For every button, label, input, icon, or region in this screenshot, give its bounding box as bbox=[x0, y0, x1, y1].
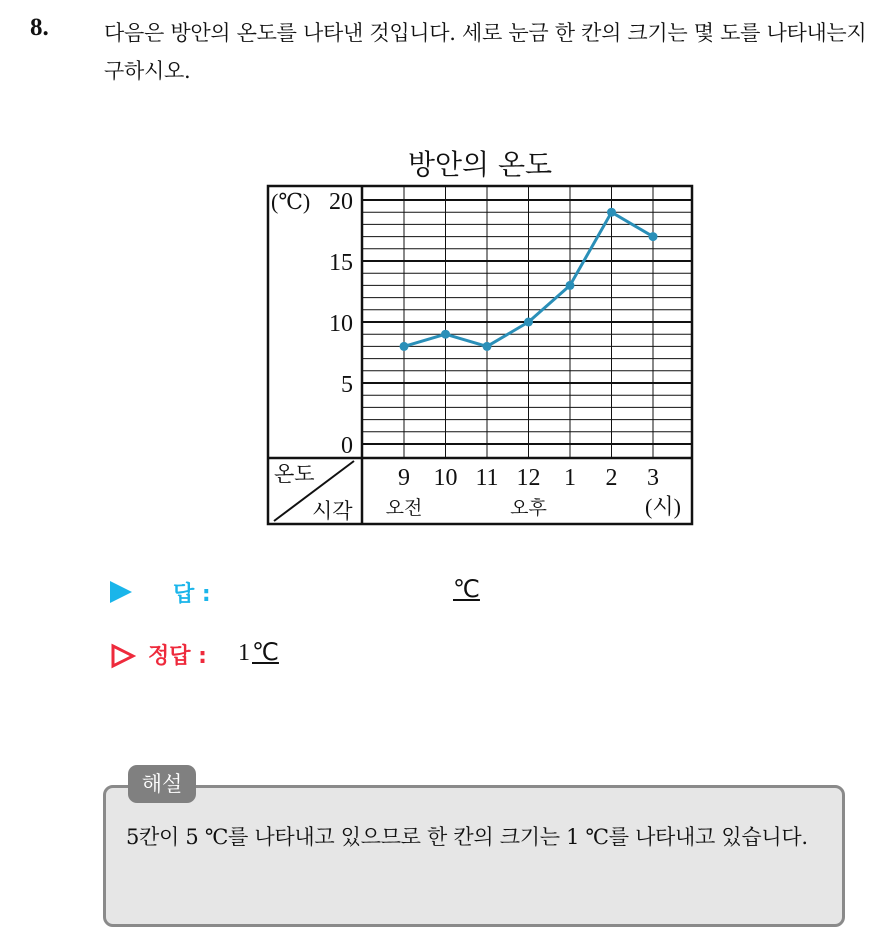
x-tick-label: 1 bbox=[564, 465, 576, 491]
chart-title: 방안의 온도 bbox=[407, 148, 553, 181]
x-period-label: 오후 bbox=[510, 497, 547, 519]
correct-answer-number: 1 bbox=[238, 640, 250, 666]
correct-answer-value bbox=[238, 638, 279, 667]
answer-label: 답 : bbox=[173, 582, 211, 607]
x-axis-unit-label: (시) bbox=[645, 494, 681, 519]
y-tick-label: 5 bbox=[341, 372, 353, 398]
question-text: 다음은 방안의 온도를 나타낸 것입니다. 세로 눈금 한 칸의 크기는 몇 도를 나타내는지 구하시오. bbox=[104, 21, 867, 83]
temperature-line-chart bbox=[266, 184, 696, 530]
data-point bbox=[441, 330, 450, 339]
question-number: 8. bbox=[30, 14, 49, 41]
correct-answer-unit: ℃ bbox=[252, 640, 279, 666]
y-axis-unit-label: (℃) bbox=[271, 189, 311, 214]
data-point bbox=[649, 232, 658, 241]
outline-triangle-icon bbox=[110, 643, 136, 669]
x-tick-label: 11 bbox=[475, 465, 499, 491]
data-point bbox=[483, 342, 492, 351]
x-tick-label: 2 bbox=[605, 465, 618, 491]
x-tick-label: 10 bbox=[433, 465, 458, 491]
x-tick-label: 12 bbox=[516, 465, 541, 491]
y-tick-label: 20 bbox=[329, 189, 353, 215]
corner-top-label: 온도 bbox=[274, 462, 315, 486]
y-tick-label: 10 bbox=[329, 311, 353, 337]
correct-answer-label: 정답 : bbox=[148, 644, 207, 669]
data-point bbox=[607, 208, 616, 217]
filled-triangle-icon bbox=[110, 581, 132, 603]
x-tick-label: 9 bbox=[398, 465, 410, 491]
y-tick-label: 15 bbox=[329, 250, 353, 276]
explanation-text: 5칸이 5 ℃를 나타내고 있으므로 한 칸의 크기는 1 ℃를 나타내고 있습니다. bbox=[126, 825, 808, 849]
x-tick-label: 3 bbox=[647, 465, 659, 491]
correct-answer-row bbox=[110, 637, 610, 673]
y-tick-label: 0 bbox=[341, 433, 353, 459]
answer-unit: ℃ bbox=[453, 577, 480, 603]
data-point bbox=[400, 342, 409, 351]
corner-bottom-label: 시각 bbox=[312, 499, 353, 523]
data-point bbox=[566, 281, 575, 290]
x-period-label: 오전 bbox=[385, 497, 423, 519]
explanation-box bbox=[103, 785, 845, 927]
explanation-tag: 해설 bbox=[128, 765, 196, 803]
answer-row bbox=[110, 575, 610, 607]
data-point bbox=[524, 318, 533, 327]
